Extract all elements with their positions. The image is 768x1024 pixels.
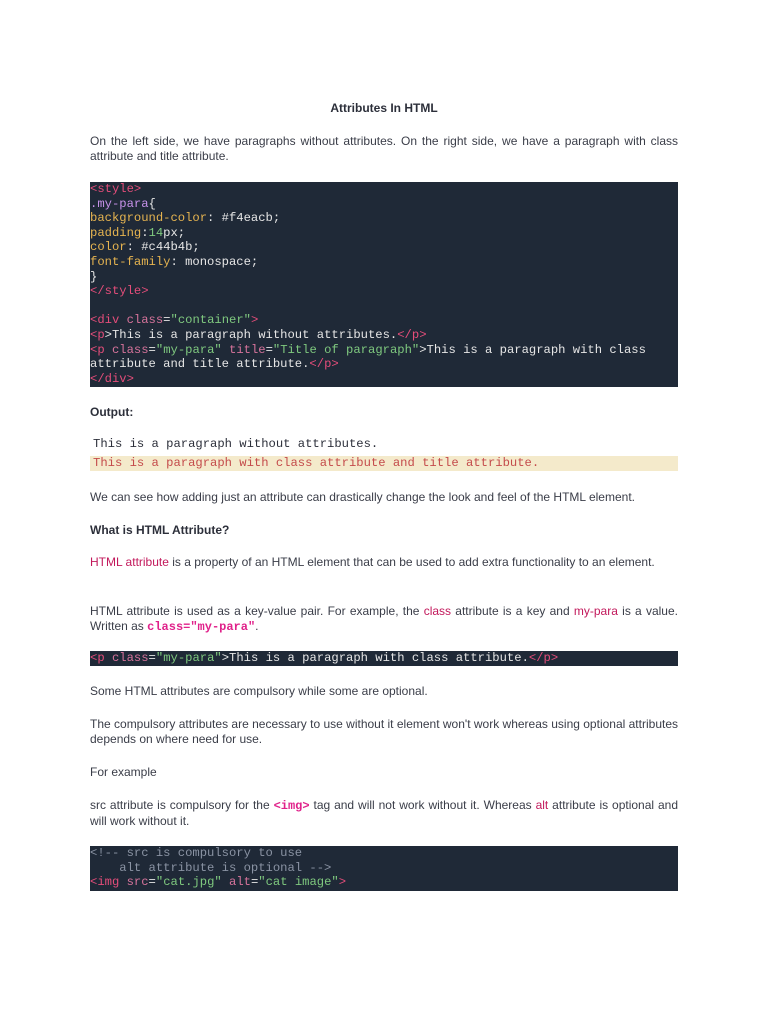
for-example-paragraph: For example [90,765,157,779]
code-block-img-example: <!-- src is compulsory to use alt attribute is optional --> <img src="cat.jpg" alt="cat image"> [90,846,678,891]
class-keyword: class [423,604,452,618]
code-line: <p>This is a paragraph without attributes.</p> [90,327,427,342]
inline-code-class: class="my-para" [147,620,256,634]
code-line: .my-para{ [90,196,156,211]
src-paragraph: src attribute is compulsory for the <img> tag and will not work without it. Whereas alt attribute is optional and will work without it. [90,798,679,828]
output-plain-paragraph: This is a paragraph without attributes. [93,437,379,451]
code-line-blank [90,299,678,314]
code-line: background-color: #f4eacb; [90,211,281,226]
what-is-heading: What is HTML Attribute? [90,523,230,537]
compulsory-paragraph: Some HTML attributes are compulsory while some are optional. [90,684,428,698]
code-line: <div class="container"> [90,313,259,328]
intro-paragraph: On the left side, we have paragraphs without attributes. On the right side, we have a paragraph with class attribute and title attribute. [90,134,678,163]
code-block-style-example [90,182,678,387]
code-line: attribute and title attribute.</p> [90,357,339,372]
change-paragraph: We can see how adding just an attribute can drastically change the look and feel of the HTML element. [90,490,635,504]
key-value-paragraph: HTML attribute is used as a key-value pair. For example, the class attribute is a key and my-para is a value. Written as class="my-para". [90,604,678,634]
html-attribute-link[interactable]: HTML attribute [90,555,169,569]
my-para-keyword: my-para [573,604,618,618]
definition-paragraph: HTML attribute is a property of an HTML element that can be used to add extra functionality to an element. [90,555,655,569]
output-heading: Output: [90,405,134,419]
code-line: <style> [90,182,142,196]
code-line: color: #c44b4b; [90,240,200,255]
alt-keyword: alt [535,798,549,812]
output-styled-paragraph: This is a paragraph with class attribute and title attribute. [90,456,678,471]
page-title: Attributes In HTML [330,101,438,115]
code-line: </style> [90,284,149,299]
code-line: padding:14px; [90,225,186,240]
inline-code-img: <img> [273,799,310,813]
code-line: } [90,269,98,284]
code-line: </div> [90,371,134,386]
code-line: <p class="my-para" title="Title of paragraph">This is a paragraph with class [90,342,646,357]
necessary-paragraph: The compulsory attributes are necessary to use without it element won't work whereas using optional attributes depends on where need for use. [90,717,678,746]
code-block-paragraph-class: <p class="my-para">This is a paragraph with class attribute.</p> [90,651,678,666]
code-line: font-family: monospace; [90,254,259,269]
